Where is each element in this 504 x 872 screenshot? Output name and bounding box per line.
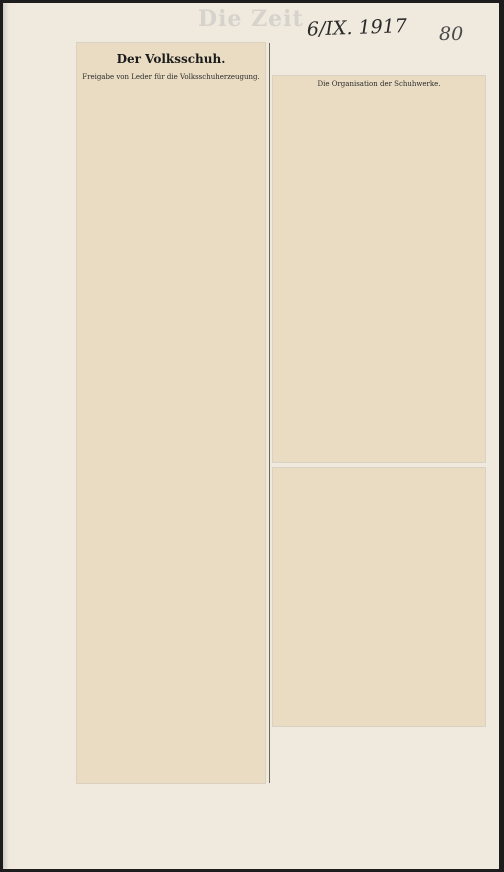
column-divider-rule <box>269 43 270 783</box>
newspaper-clipping <box>77 43 489 783</box>
right-column-upper-clipping <box>273 76 485 462</box>
archive-sheet <box>3 3 499 869</box>
left-column <box>77 43 265 783</box>
right-column-heading: Die Organisation der Schuhwerke. <box>317 80 441 88</box>
right-column-body-text <box>278 94 480 456</box>
newspaper-masthead: Die Zeit <box>198 6 304 32</box>
article-subhead: Freigabe von Leder für die Volksschuherzeugung. <box>82 73 260 81</box>
article-headline: Der Volksschuh. <box>116 52 226 66</box>
sheet-edge-shadow <box>3 3 9 869</box>
right-column-lower-clipping <box>273 468 485 726</box>
handwritten-page-number: 80 <box>439 23 464 45</box>
handwritten-date: 6/IX. 1917 <box>306 15 408 41</box>
left-column-body-text <box>82 89 260 777</box>
right-column-lower-body-text <box>278 474 480 720</box>
